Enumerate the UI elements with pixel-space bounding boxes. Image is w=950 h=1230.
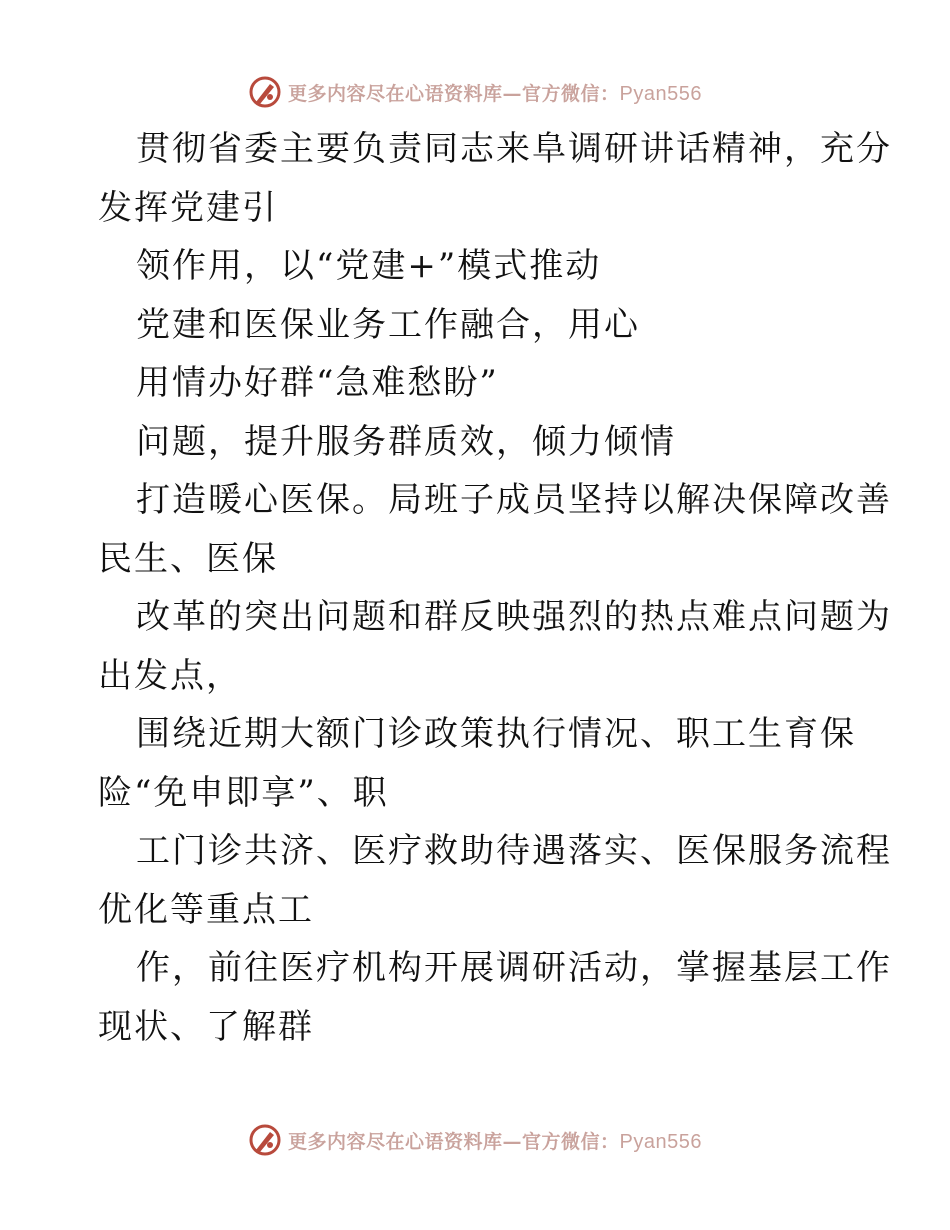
quill-logo-icon — [248, 75, 282, 109]
text-line: 工门诊共济、医疗救助待遇落实、医保服务流程 — [136, 831, 892, 871]
text-line: 用情办好群“急难愁盼” — [136, 363, 499, 403]
footer-watermark — [0, 1120, 950, 1160]
header-watermark — [0, 72, 950, 112]
text-line: 党建和医保业务工作融合，用心 — [136, 304, 640, 345]
quill-logo-icon — [248, 1123, 282, 1157]
text-line: 出发点， — [98, 655, 242, 696]
text-line: 围绕近期大额门诊政策执行情况、职工生育保 — [136, 714, 856, 754]
text-line: 作，前往医疗机构开展调研活动，掌握基层工作 — [136, 948, 892, 988]
text-line: 问题，提升服务群质效，倾力倾情 — [136, 421, 676, 462]
watermark-text: 更多内容尽在心语资料库—官方微信：Pyan556 — [288, 82, 702, 105]
text-line: 现状、了解群 — [98, 1006, 314, 1047]
text-line: 发挥党建引 — [98, 187, 278, 228]
document-body — [98, 120, 892, 1056]
text-line: 贯彻省委主要负责同志来阜调研讲话精神，充分 — [136, 129, 892, 169]
text-line: 领作用，以“党建+”模式推动 — [136, 246, 602, 286]
text-line: 改革的突出问题和群反映强烈的热点难点问题为 — [136, 597, 892, 637]
text-line: 打造暖心医保。局班子成员坚持以解决保障改善 — [136, 480, 892, 520]
text-line: 民生、医保 — [98, 538, 278, 579]
text-line: 优化等重点工 — [98, 889, 314, 930]
watermark-text: 更多内容尽在心语资料库—官方微信：Pyan556 — [288, 1130, 702, 1153]
text-line: 险“免申即享”、职 — [98, 772, 389, 813]
